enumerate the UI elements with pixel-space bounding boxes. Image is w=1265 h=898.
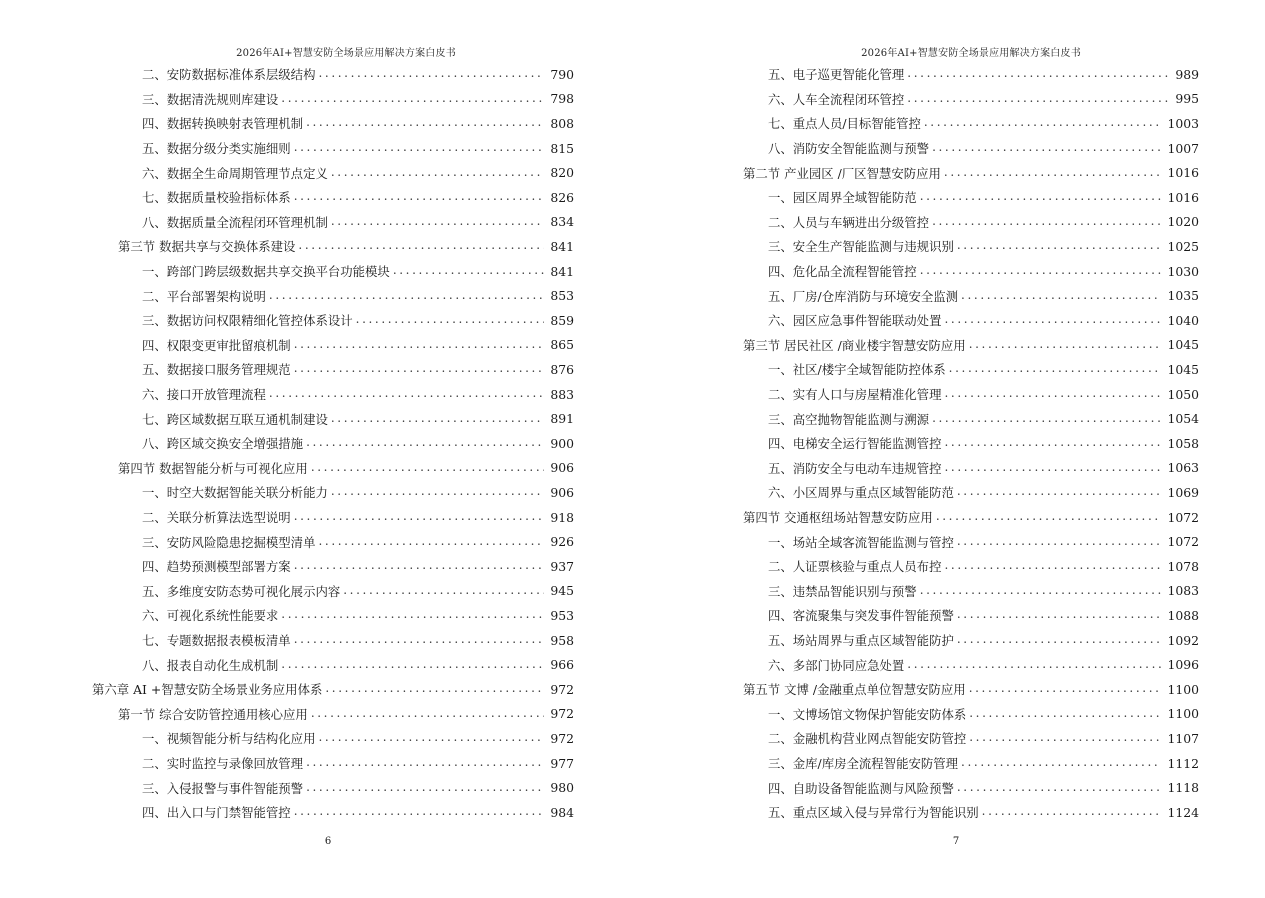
toc-dot-leader — [294, 362, 545, 376]
toc-entry-page: 1092 — [1167, 632, 1199, 648]
toc-entry[interactable] — [142, 308, 574, 333]
toc-entry[interactable] — [142, 579, 574, 604]
toc-entry[interactable] — [768, 210, 1199, 235]
toc-dot-leader — [944, 461, 1161, 475]
toc-entry-title: 一、时空大数据智能关联分析能力 — [142, 485, 328, 501]
toc-entry-title: 七、专题数据报表模板清单 — [142, 633, 291, 649]
toc-entry-title: 六、小区周界与重点区域智能防范 — [768, 485, 954, 501]
toc-entry-title: 四、危化品全流程智能管控 — [768, 264, 917, 280]
toc-entry-title: 第六章 AI +智慧安防全场景业务应用体系 — [92, 682, 323, 698]
toc-dot-leader — [294, 338, 545, 352]
toc-dot-leader — [331, 485, 544, 499]
toc-entry-title: 六、人车全流程闭环管控 — [768, 91, 905, 107]
toc-entry-title: 四、自助设备智能监测与风险预警 — [768, 780, 954, 796]
toc-entry-page: 841 — [550, 263, 574, 279]
toc-entry-page: 1112 — [1167, 755, 1199, 771]
toc-entry[interactable] — [142, 283, 574, 308]
toc-entry-title: 五、场站周界与重点区域智能防护 — [768, 633, 954, 649]
toc-dot-leader — [920, 190, 1162, 204]
toc-entry-page: 1045 — [1167, 337, 1199, 353]
toc-entry-page: 1030 — [1167, 263, 1199, 279]
toc-dot-leader — [306, 781, 544, 795]
toc-entry-page: 966 — [550, 657, 574, 673]
toc-entry-page: 972 — [550, 706, 574, 722]
toc-entry-title: 五、多维度安防态势可视化展示内容 — [142, 583, 341, 599]
toc-dot-leader — [311, 707, 545, 721]
toc-dot-leader — [343, 584, 544, 598]
toc-entry-title: 六、可视化系统性能要求 — [142, 608, 279, 624]
toc-entry-title: 七、重点人员/目标智能管控 — [768, 116, 921, 132]
toc-entry-page: 1124 — [1167, 804, 1199, 820]
toc-entry-page: 1100 — [1167, 681, 1199, 697]
toc-entry-title: 一、视频智能分析与结构化应用 — [142, 731, 316, 747]
toc-entry-title: 第五节 文博 /金融重点单位智慧安防应用 — [743, 682, 966, 698]
toc-dot-leader — [269, 387, 544, 401]
toc-dot-leader — [294, 805, 545, 819]
toc-entry-title: 二、人员与车辆进出分级管控 — [768, 214, 930, 230]
toc-entry[interactable] — [768, 87, 1199, 112]
toc-dot-leader — [944, 387, 1161, 401]
toc-entry[interactable] — [142, 111, 574, 136]
toc-entry-title: 五、重点区域入侵与异常行为智能识别 — [768, 805, 979, 821]
toc-entry-page: 1107 — [1167, 730, 1199, 746]
toc-entry-page: 1050 — [1167, 386, 1199, 402]
toc-page-left — [0, 0, 632, 898]
toc-entry-page: 972 — [550, 681, 574, 697]
toc-entry[interactable] — [92, 677, 574, 702]
toc-dot-leader — [325, 682, 544, 696]
toc-entry-page: 820 — [550, 165, 574, 181]
toc-entry-page: 865 — [550, 337, 574, 353]
toc-dot-leader — [957, 781, 1162, 795]
toc-entry[interactable] — [768, 456, 1199, 481]
toc-dot-leader — [969, 707, 1161, 721]
toc-entry-title: 四、数据转换映射表管理机制 — [142, 116, 304, 132]
toc-dot-leader — [907, 92, 1169, 106]
toc-entry[interactable] — [768, 357, 1199, 382]
toc-entry[interactable] — [768, 554, 1199, 579]
toc-dot-leader — [393, 264, 545, 278]
toc-entry[interactable] — [768, 603, 1199, 628]
toc-dot-leader — [294, 559, 545, 573]
toc-entry-page: 1072 — [1167, 534, 1199, 550]
toc-entry-page: 815 — [550, 140, 574, 156]
toc-dot-leader — [949, 362, 1162, 376]
toc-dot-leader — [961, 289, 1161, 303]
toc-entry-page: 891 — [550, 411, 574, 427]
toc-entry[interactable] — [142, 751, 574, 776]
toc-dot-leader — [969, 731, 1161, 745]
toc-entry-page: 1072 — [1167, 509, 1199, 525]
toc-entry-page: 945 — [550, 583, 574, 599]
toc-entry-page: 876 — [550, 361, 574, 377]
toc-entry-title: 三、入侵报警与事件智能预警 — [142, 780, 304, 796]
toc-entry[interactable] — [142, 185, 574, 210]
toc-entry-title: 二、实时监控与录像回放管理 — [142, 756, 304, 772]
toc-dot-leader — [281, 92, 544, 106]
toc-entry[interactable] — [768, 234, 1199, 259]
toc-entry-page: 1003 — [1167, 115, 1199, 131]
toc-dot-leader — [957, 535, 1162, 549]
page-number: 7 — [952, 836, 960, 847]
toc-entry-title: 五、数据分级分类实施细则 — [142, 141, 291, 157]
toc-entry[interactable] — [142, 136, 574, 161]
toc-entry-page: 826 — [550, 189, 574, 205]
toc-dot-leader — [294, 510, 545, 524]
toc-dot-leader — [318, 67, 544, 81]
toc-entry-page: 1078 — [1167, 558, 1199, 574]
toc-entry-page: 853 — [550, 288, 574, 304]
toc-entry-page: 1025 — [1167, 238, 1199, 254]
toc-entry-title: 六、园区应急事件智能联动处置 — [768, 313, 942, 329]
toc-entry-page: 1100 — [1167, 706, 1199, 722]
toc-entry-title: 第一节 综合安防管控通用核心应用 — [118, 706, 308, 722]
toc-entry-page: 980 — [550, 780, 574, 796]
toc-dot-leader — [957, 485, 1162, 499]
toc-dot-leader — [318, 535, 544, 549]
toc-dot-leader — [924, 116, 1162, 130]
toc-entry-page: 798 — [550, 91, 574, 107]
toc-entry[interactable] — [768, 136, 1199, 161]
toc-entry[interactable] — [768, 800, 1199, 825]
toc-dot-leader — [306, 436, 544, 450]
toc-entry[interactable] — [142, 800, 574, 825]
toc-entry-page: 972 — [550, 730, 574, 746]
toc-entry-title: 三、安全生产智能监测与违规识别 — [768, 239, 954, 255]
toc-entry-title: 四、出入口与门禁智能管控 — [142, 805, 291, 821]
toc-entry[interactable] — [142, 554, 574, 579]
toc-entry-title: 一、文博场馆文物保护智能安防体系 — [768, 706, 967, 722]
toc-entry[interactable] — [743, 677, 1199, 702]
toc-entry[interactable] — [142, 480, 574, 505]
page-number: 6 — [324, 836, 332, 847]
toc-dot-leader — [331, 166, 544, 180]
toc-entry-page: 1054 — [1167, 411, 1199, 427]
toc-entry[interactable] — [743, 505, 1199, 530]
toc-entry-page: 937 — [550, 558, 574, 574]
running-header: 2026年AI+智慧安防全场景应用解决方案白皮书 — [861, 48, 1081, 59]
toc-entry-title: 八、报表自动化生成机制 — [142, 657, 279, 673]
toc-entry-page: 1083 — [1167, 583, 1199, 599]
toc-entry-page: 906 — [550, 460, 574, 476]
toc-entry-title: 四、权限变更审批留痕机制 — [142, 337, 291, 353]
toc-entry[interactable] — [768, 579, 1199, 604]
toc-entry[interactable] — [768, 480, 1199, 505]
toc-entry[interactable] — [768, 529, 1199, 554]
toc-dot-leader — [932, 215, 1161, 229]
toc-page-right — [632, 0, 1265, 898]
toc-entry[interactable] — [768, 702, 1199, 727]
toc-entry-title: 第四节 交通枢纽场站智慧安防应用 — [743, 510, 933, 526]
toc-entry-page: 1063 — [1167, 460, 1199, 476]
toc-entry-page: 1035 — [1167, 288, 1199, 304]
toc-entry-title: 一、场站全域客流智能监测与管控 — [768, 534, 954, 550]
toc-dot-leader — [944, 559, 1161, 573]
toc-dot-leader — [907, 658, 1161, 672]
toc-dot-leader — [944, 313, 1161, 327]
toc-dot-leader — [932, 141, 1161, 155]
toc-entry[interactable] — [768, 382, 1199, 407]
toc-dot-leader — [920, 264, 1162, 278]
toc-dot-leader — [331, 412, 544, 426]
toc-entry-title: 第四节 数据智能分析与可视化应用 — [118, 460, 308, 476]
toc-entry[interactable] — [142, 333, 574, 358]
toc-dot-leader — [907, 67, 1169, 81]
toc-entry-page: 906 — [550, 484, 574, 500]
toc-entry-page: 953 — [550, 607, 574, 623]
toc-entry-title: 五、数据接口服务管理规范 — [142, 362, 291, 378]
toc-entry-page: 790 — [550, 66, 574, 82]
toc-entry[interactable] — [768, 62, 1199, 87]
toc-entry[interactable] — [142, 652, 574, 677]
toc-dot-leader — [331, 215, 544, 229]
toc-dot-leader — [932, 412, 1161, 426]
toc-entry[interactable] — [768, 775, 1199, 800]
toc-entry-page: 1096 — [1167, 657, 1199, 673]
toc-dot-leader — [306, 756, 544, 770]
toc-entry[interactable] — [768, 283, 1199, 308]
toc-entry[interactable] — [743, 333, 1199, 358]
toc-entry-title: 第三节 数据共享与交换体系建设 — [118, 239, 296, 255]
toc-entry[interactable] — [142, 603, 574, 628]
toc-entry[interactable] — [142, 160, 574, 185]
toc-entry[interactable] — [142, 406, 574, 431]
toc-entry-page: 977 — [550, 755, 574, 771]
toc-dot-leader — [920, 584, 1162, 598]
toc-entry-title: 四、电梯安全运行智能监测管控 — [768, 436, 942, 452]
toc-entry-page: 883 — [550, 386, 574, 402]
toc-entry-title: 一、社区/楼宇全域智能防控体系 — [768, 362, 946, 378]
toc-entry-title: 五、电子巡更智能化管理 — [768, 67, 905, 83]
toc-entry-title: 二、平台部署架构说明 — [142, 288, 266, 304]
toc-entry-page: 1069 — [1167, 484, 1199, 500]
toc-entry-page: 1040 — [1167, 312, 1199, 328]
toc-entry-page: 984 — [550, 804, 574, 820]
toc-entry-page: 834 — [550, 214, 574, 230]
toc-dot-leader — [298, 239, 544, 253]
toc-entry-page: 1045 — [1167, 361, 1199, 377]
toc-entry-title: 四、趋势预测模型部署方案 — [142, 559, 291, 575]
toc-dot-leader — [957, 633, 1162, 647]
toc-entry[interactable] — [768, 308, 1199, 333]
toc-entry-title: 一、跨部门跨层级数据共享交换平台功能模块 — [142, 264, 390, 280]
toc-entry-title: 三、数据清洗规则库建设 — [142, 91, 279, 107]
toc-entry[interactable] — [142, 775, 574, 800]
toc-entry[interactable] — [142, 505, 574, 530]
toc-entry[interactable] — [118, 234, 574, 259]
toc-entry[interactable] — [768, 111, 1199, 136]
toc-dot-leader — [936, 510, 1162, 524]
toc-entry-page: 1058 — [1167, 435, 1199, 451]
toc-entry-title: 四、客流聚集与突发事件智能预警 — [768, 608, 954, 624]
toc-entry-title: 八、消防安全智能监测与预警 — [768, 141, 930, 157]
toc-entry-title: 三、安防风险隐患挖掘模型清单 — [142, 534, 316, 550]
toc-entry[interactable] — [142, 382, 574, 407]
toc-entry[interactable] — [142, 431, 574, 456]
toc-entry-page: 841 — [550, 238, 574, 254]
toc-dot-leader — [269, 289, 544, 303]
toc-entry-title: 八、数据质量全流程闭环管理机制 — [142, 214, 328, 230]
toc-entry-page: 1118 — [1167, 780, 1199, 796]
toc-entry[interactable] — [743, 160, 1199, 185]
toc-dot-leader — [944, 166, 1162, 180]
toc-entry[interactable] — [142, 210, 574, 235]
toc-entry-title: 五、厂房/仓库消防与环境安全监测 — [768, 288, 959, 304]
toc-entry-page: 918 — [550, 509, 574, 525]
toc-entry[interactable] — [142, 357, 574, 382]
toc-dot-leader — [969, 682, 1162, 696]
toc-entry-page: 926 — [550, 534, 574, 550]
toc-entry[interactable] — [142, 529, 574, 554]
toc-entry-page: 1020 — [1167, 214, 1199, 230]
toc-dot-leader — [294, 190, 545, 204]
toc-entry-title: 二、安防数据标准体系层级结构 — [142, 67, 316, 83]
toc-entry-page: 1007 — [1167, 140, 1199, 156]
toc-entry[interactable] — [142, 259, 574, 284]
toc-dot-leader — [294, 141, 545, 155]
toc-dot-leader — [961, 756, 1161, 770]
toc-entry[interactable] — [768, 652, 1199, 677]
toc-dot-leader — [944, 436, 1161, 450]
toc-dot-leader — [957, 608, 1162, 622]
toc-entry-title: 二、人证票核验与重点人员布控 — [768, 559, 942, 575]
toc-entry-title: 七、数据质量校验指标体系 — [142, 190, 291, 206]
toc-entry[interactable] — [768, 628, 1199, 653]
toc-dot-leader — [982, 805, 1162, 819]
toc-dot-leader — [969, 338, 1162, 352]
toc-entry-title: 一、园区周界全域智能防范 — [768, 190, 917, 206]
toc-dot-leader — [356, 313, 545, 327]
toc-entry-page: 859 — [550, 312, 574, 328]
toc-entry[interactable] — [768, 259, 1199, 284]
toc-entry-page: 1088 — [1167, 607, 1199, 623]
toc-dot-leader — [294, 633, 545, 647]
toc-dot-leader — [281, 658, 544, 672]
toc-entry[interactable] — [142, 87, 574, 112]
toc-entry[interactable] — [768, 406, 1199, 431]
toc-entry-title: 六、多部门协同应急处置 — [768, 657, 905, 673]
toc-entry-title: 七、跨区域数据互联互通机制建设 — [142, 411, 328, 427]
toc-entry-title: 二、金融机构营业网点智能安防管控 — [768, 731, 967, 747]
toc-entry-page: 900 — [550, 435, 574, 451]
toc-entry-title: 第二节 产业园区 /厂区智慧安防应用 — [743, 165, 941, 181]
toc-entry-page: 808 — [550, 115, 574, 131]
toc-entry-title: 八、跨区域交换安全增强措施 — [142, 436, 304, 452]
toc-dot-leader — [306, 116, 544, 130]
toc-entry[interactable] — [768, 751, 1199, 776]
toc-entry[interactable] — [142, 628, 574, 653]
toc-entry[interactable] — [768, 185, 1199, 210]
toc-entry-page: 989 — [1175, 66, 1199, 82]
toc-dot-leader — [318, 731, 544, 745]
toc-entry[interactable] — [768, 431, 1199, 456]
toc-entry-page: 958 — [550, 632, 574, 648]
toc-entry-title: 二、实有人口与房屋精准化管理 — [768, 387, 942, 403]
toc-entry-title: 六、接口开放管理流程 — [142, 387, 266, 403]
toc-entry[interactable] — [142, 726, 574, 751]
toc-entry-title: 二、关联分析算法选型说明 — [142, 510, 291, 526]
toc-entry-page: 995 — [1175, 91, 1199, 107]
toc-entry[interactable] — [142, 62, 574, 87]
toc-entry-title: 五、消防安全与电动车违规管控 — [768, 460, 942, 476]
toc-entry-title: 三、金库/库房全流程智能安防管理 — [768, 756, 959, 772]
toc-entry-title: 三、高空抛物智能监测与溯源 — [768, 411, 930, 427]
running-header: 2026年AI+智慧安防全场景应用解决方案白皮书 — [236, 48, 456, 59]
toc-entry-title: 三、数据访问权限精细化管控体系设计 — [142, 313, 353, 329]
toc-entry[interactable] — [768, 726, 1199, 751]
toc-entry-title: 六、数据全生命周期管理节点定义 — [142, 165, 328, 181]
toc-entry-page: 1016 — [1167, 189, 1199, 205]
toc-entry-page: 1016 — [1167, 165, 1199, 181]
toc-dot-leader — [311, 461, 545, 475]
toc-dot-leader — [957, 239, 1162, 253]
toc-entry[interactable] — [118, 456, 574, 481]
toc-entry-title: 三、违禁品智能识别与预警 — [768, 583, 917, 599]
toc-dot-leader — [281, 608, 544, 622]
toc-entry[interactable] — [118, 702, 574, 727]
toc-entry-title: 第三节 居民社区 /商业楼宇智慧安防应用 — [743, 337, 966, 353]
